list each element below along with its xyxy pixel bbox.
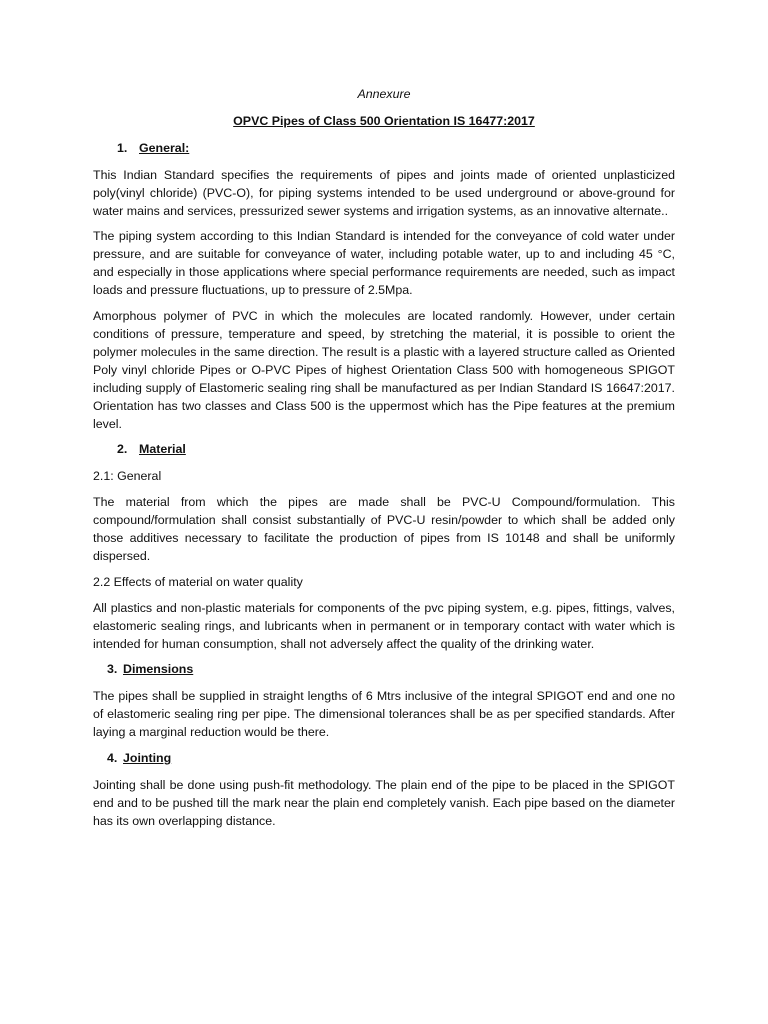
section-1-heading bbox=[93, 140, 675, 158]
subsection-2-2-heading: 2.2 Effects of material on water quality bbox=[93, 574, 303, 589]
section-4-text: Jointing shall be done using push-fit methodology. The plain end of the pipe to be placed in the SPIGOT end and to be pushed till the mark near the plain end completely vanish. Each pipe based on the diameter has its own overlapping distance. bbox=[93, 778, 675, 828]
subsection-2-1-text: The material from which the pipes are made shall be PVC-U Compound/formulation. This compound/formulation shall consist substantially of PVC-U resin/powder to which shall be added only those additives necessary to facilitate the production of pipes from IS 10148 and shall be uniformly dispersed. bbox=[93, 495, 675, 563]
section-3-label: Dimensions bbox=[123, 662, 194, 677]
section-1-paragraph-3: Amorphous polymer of PVC in which the molecules are located randomly. However, under certain conditions of pressure, temperature and speed, by stretching the material, it is possible to orient the polymer molecules in the same direction. The result is a plastic with a layered structure called as Oriented Poly vinyl chloride Pipes or O-PVC Pipes of highest Orientation Class 500 with homogeneous SPIGOT including supply of Elastomeric sealing ring shall be manufactured as per Indian Standard IS 16647:2017. Orientation has two classes and Class 500 is the uppermost which has the Pipe features at the premium level. bbox=[93, 309, 675, 431]
document-content bbox=[93, 86, 675, 839]
section-1-paragraph-2: The piping system according to this Indian Standard is intended for the conveyance of cold water under pressure, and are suitable for conveyance of water, including potable water, up to and including 45 °C, and especially in those applications where special performance requirements are needed, such as impact loads and pressure fluctuations, up to pressure of 2.5Mpa. bbox=[93, 229, 675, 298]
section-2-number: 2. bbox=[117, 442, 128, 457]
section-3-number: 3. bbox=[107, 662, 118, 677]
section-4-number: 4. bbox=[107, 751, 118, 766]
section-4-label: Jointing bbox=[123, 751, 172, 766]
section-4-heading bbox=[93, 750, 675, 768]
subsection-2-2-text: All plastics and non-plastic materials for components of the pvc piping system, e.g. pipes, fittings, valves, elastomeric sealing rings, and lubricants when in permanent or in temporary contact with water which is intended for human consumption, shall not adversely affect the quality of the drinking water. bbox=[93, 600, 675, 651]
section-1-label: General: bbox=[139, 140, 190, 155]
section-1-number: 1. bbox=[117, 140, 128, 155]
section-2-label: Material bbox=[139, 442, 186, 457]
section-3-text: The pipes shall be supplied in straight lengths of 6 Mtrs inclusive of the integral SPIGOT end and one no of elastomeric sealing ring per pipe. The dimensional tolerances shall be as per specified standards. After laying a marginal reduction would be there. bbox=[93, 689, 675, 740]
annexure-label: Annexure bbox=[357, 87, 411, 101]
section-1-paragraph-1: This Indian Standard specifies the requirements of pipes and joints made of oriented unplasticized poly(vinyl chloride) (PVC-O), for piping systems intended to be used underground or above-ground for water mains and services, pressurized sewer systems and irrigation systems, as an innovative alternate.. bbox=[93, 167, 675, 218]
document-title: OPVC Pipes of Class 500 Orientation IS 16477:2017 bbox=[233, 113, 535, 128]
subsection-2-1-heading: 2.1: General bbox=[93, 469, 162, 484]
section-3-heading bbox=[93, 661, 675, 679]
section-2-heading bbox=[93, 441, 675, 459]
